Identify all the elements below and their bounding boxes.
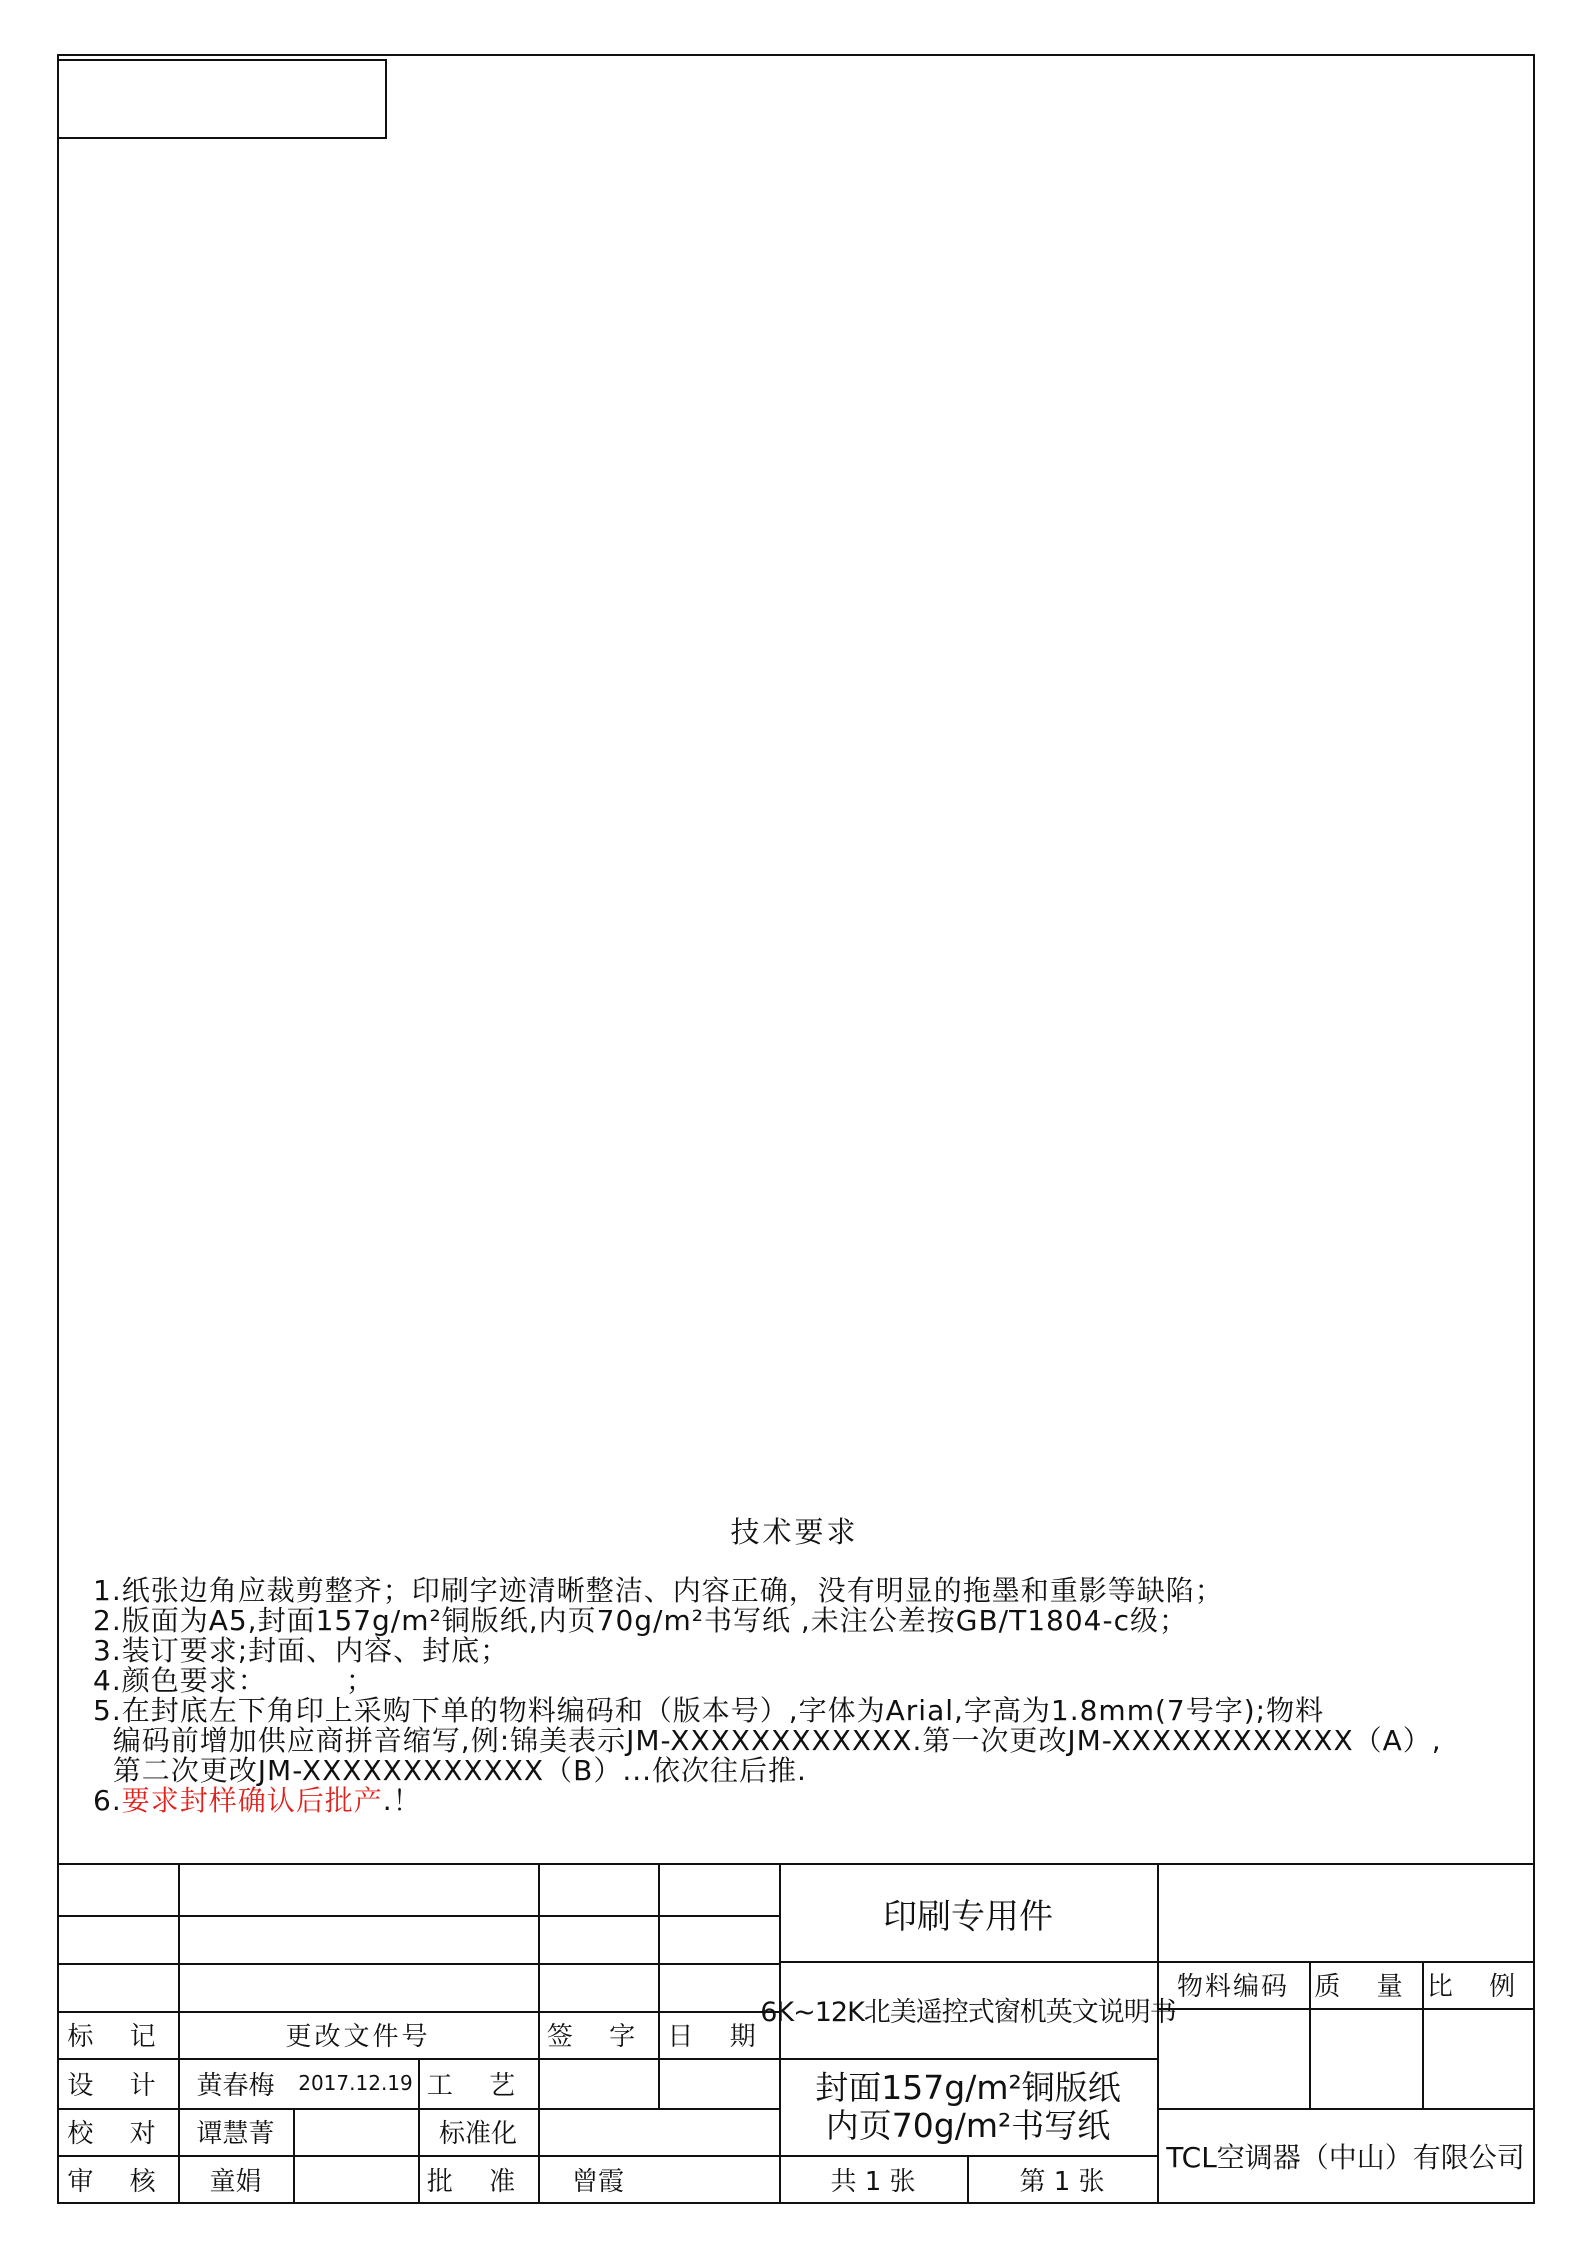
check-label: 校 对: [67, 2119, 170, 2149]
company-name: TCL空调器（中山）有限公司: [1166, 2141, 1525, 2174]
requirement-line-5-cont-2: 第二次更改JM-XXXXXXXXXXXX（B）...依次往后推.: [93, 1754, 807, 1787]
quality-label: 质 量: [1314, 1972, 1417, 2002]
requirement-6-highlight: 要求封样确认后批产: [121, 1784, 383, 1817]
material-code-label: 物料编码: [1176, 1972, 1289, 2002]
paper-spec: [779, 2058, 1157, 2155]
total-sheets: 共 1 张: [830, 2167, 916, 2197]
requirement-line-3: 3.装订要求;封面、内容、封底；: [93, 1634, 510, 1667]
approver-name: 曾霞: [571, 2167, 624, 2197]
tech-requirements-list: [93, 1576, 1513, 1816]
design-label: 设 计: [67, 2070, 170, 2101]
reviewer-name: 童娟: [209, 2167, 262, 2197]
process-label: 工 艺: [426, 2070, 530, 2101]
tech-requirements-title: 技术要求: [730, 1515, 859, 1549]
design-date: 2017.12.19: [298, 2071, 413, 2095]
scale-label: 比 例: [1426, 1972, 1530, 2002]
requirement-6-number: 6.: [93, 1784, 122, 1817]
requirement-line-5: 5.在封底左下角印上采购下单的物料编码和（版本号）,字体为Arial,字高为1.8mm(7号字);物料: [93, 1694, 1325, 1727]
cover-paper-spec: 封面157g/m²铜版纸: [815, 2067, 1121, 2107]
date-label: 日 期: [667, 2022, 770, 2052]
requirement-line-4: 4.颜色要求： ；: [93, 1664, 375, 1697]
requirement-line-1: 1.纸张边角应裁剪整齐；印刷字迹清晰整洁、内容正确，没有明显的拖墨和重影等缺陷；: [93, 1574, 1224, 1607]
requirement-line-6: [93, 1786, 1513, 1816]
approve-label: 批 准: [426, 2167, 530, 2197]
sign-label: 签 字: [546, 2022, 650, 2052]
drawing-number-box: [57, 59, 387, 139]
product-name: 6K~12K北美遥控式窗机英文说明书: [760, 1997, 1176, 2028]
review-label: 审 核: [67, 2167, 170, 2197]
change-doc-label: 更改文件号: [285, 2022, 431, 2052]
requirement-6-suffix: .！: [382, 1784, 422, 1817]
requirement-line-2: 2.版面为A5,封面157g/m²铜版纸,内页70g/m²书写纸 ,未注公差按GB/T1804-c级；: [93, 1604, 1188, 1637]
requirement-line-5-cont-1: 编码前增加供应商拼音缩写,例:锦美表示JM-XXXXXXXXXXXX.第一次更改JM-XXXXXXXXXXXX（A）,: [93, 1724, 1442, 1757]
checker-name: 谭慧菁: [196, 2119, 275, 2149]
sheet-number: 第 1 张: [1019, 2167, 1105, 2197]
inner-paper-spec: 内页70g/m²书写纸: [825, 2105, 1111, 2145]
title-block: [59, 1863, 1534, 2204]
mark-label: 标 记: [67, 2022, 170, 2052]
print-part-title: 印刷专用件: [883, 1896, 1053, 1937]
standardization-label: 标准化: [438, 2119, 517, 2149]
designer-name: 黄春梅: [196, 2070, 275, 2101]
